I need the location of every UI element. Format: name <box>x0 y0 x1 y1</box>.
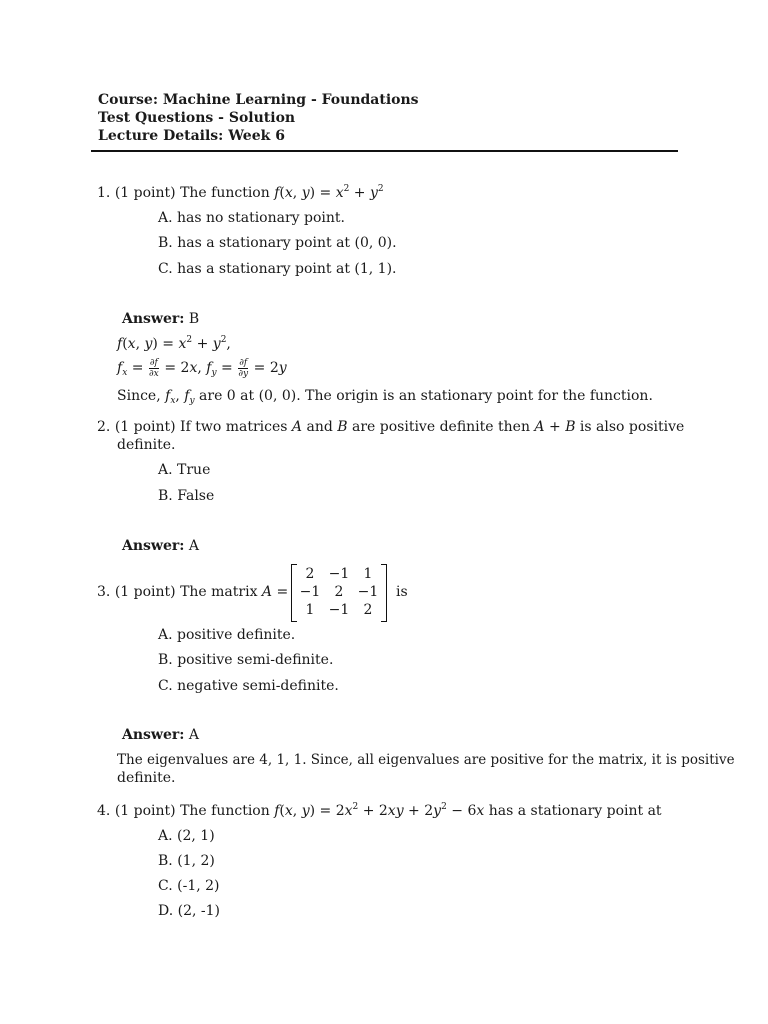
header-divider <box>91 150 678 152</box>
option-b: B. (1, 2) <box>158 853 215 869</box>
question-2: 2. (1 point) If two matrices A and B are positive definite then A + B is also positive <box>97 419 685 435</box>
option-d: D. (2, -1) <box>158 903 221 919</box>
course-title: Course: Machine Learning - Foundations <box>98 92 419 108</box>
option-b: B. has a stationary point at (0, 0). <box>158 235 397 251</box>
answer-2: Answer: A <box>122 538 200 554</box>
option-b: B. positive semi-definite. <box>158 652 334 668</box>
option-a: A. has no stationary point. <box>158 210 345 226</box>
matrix-cell: 1 <box>363 566 373 582</box>
question-2-line2: definite. <box>117 437 176 453</box>
math-expression: f(x, $y) = x^2 + y^2$, <box>117 335 231 352</box>
question-4: 4. (1 point) The function f(x, $y) = 2x^2 + 2xy + 2y^2 - 6x$ has a stationary point at <box>97 802 662 819</box>
matrix-cell: 1 <box>305 602 315 618</box>
question-3-suffix: is <box>396 584 408 600</box>
option-c: C. (-1, 2) <box>158 878 220 894</box>
question-number: 1. <box>97 185 111 201</box>
answer-1: Answer: B <box>122 311 200 327</box>
option-a: A. (2, 1) <box>158 828 215 844</box>
test-title: Test Questions - Solution <box>98 110 296 126</box>
option-a: A. True <box>158 462 211 478</box>
option-c: C. negative semi-definite. <box>158 678 339 694</box>
matrix-cell: −1 <box>328 566 350 582</box>
matrix-cell: 2 <box>363 602 373 618</box>
explanation-3-line2: definite. <box>117 770 176 786</box>
question-3: 3. (1 point) The matrix A = <box>97 584 289 600</box>
partial-derivatives: $f_x$ = $\frac{\partial f}{\partial x}$ = 2x, $f_y$ = $\frac{\partial f}{\partial y}$ = 2y <box>117 357 287 379</box>
matrix-cell: −1 <box>328 602 350 618</box>
option-b: B. False <box>158 488 215 504</box>
matrix-cell: −1 <box>299 584 321 600</box>
math-expression: f(x, $y) = x^2 + y^2$ <box>274 184 384 201</box>
option-a: A. positive definite. <box>158 627 296 643</box>
matrix-a <box>291 564 387 620</box>
explanation-3: The eigenvalues are 4, 1, 1. Since, all eigenvalues are positive for the matrix, it is positive <box>117 752 735 768</box>
matrix-cell: 2 <box>305 566 315 582</box>
explanation-1: Since, $f_x$, $f_y$ are 0 at (0, 0). The origin is an stationary point for the function. <box>117 388 653 406</box>
question-stem: The function <box>180 185 270 201</box>
matrix-cell: 2 <box>334 584 344 600</box>
option-c: C. has a stationary point at (1, 1). <box>158 261 397 277</box>
lecture-title: Lecture Details: Week 6 <box>98 128 285 144</box>
question-1 <box>97 184 384 204</box>
question-points: (1 point) <box>114 185 176 201</box>
math-expression: f(x, $y) = 2x^2 + 2xy + 2y^2 - 6x$ <box>274 802 485 819</box>
answer-3: Answer: A <box>122 727 200 743</box>
matrix-cell: −1 <box>357 584 379 600</box>
